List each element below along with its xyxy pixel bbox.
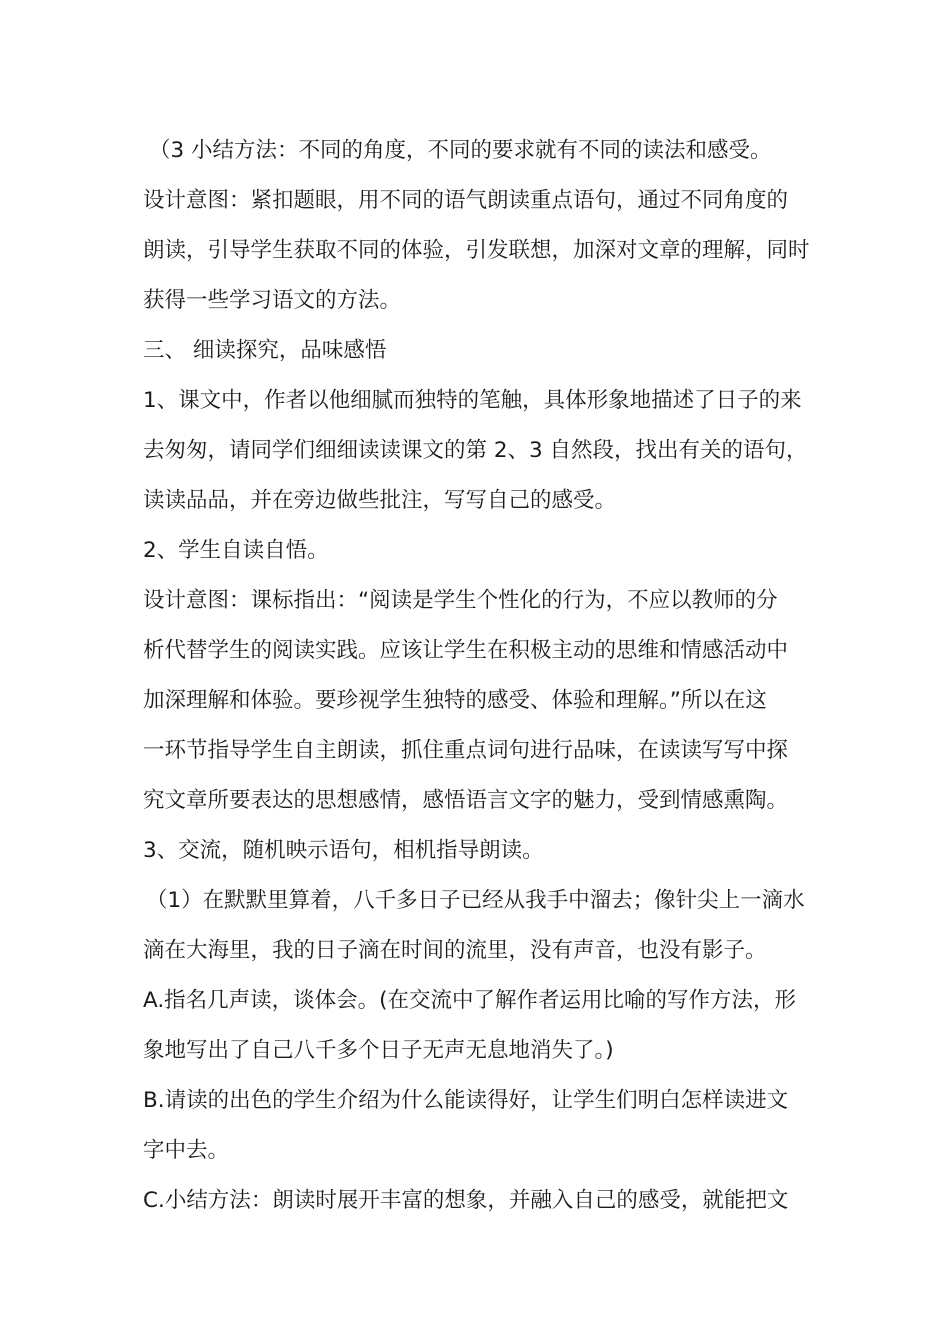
text-line: 获得一些学习语文的方法。: [143, 288, 402, 313]
text-line: 设计意图：课标指出：“阅读是学生个性化的行为，不应以教师的分: [143, 588, 778, 613]
text-line: 1、课文中，作者以他细腻而独特的笔触，具体形象地描述了日子的来: [143, 388, 802, 413]
text-line: （3 小结方法：不同的角度，不同的要求就有不同的读法和感受。: [149, 138, 772, 163]
text-line: 析代替学生的阅读实践。应该让学生在积极主动的思维和情感活动中: [143, 638, 789, 663]
text-line: 3、交流，随机映示语句，相机指导朗读。: [143, 838, 544, 863]
text-line: （1）在默默里算着，八千多日子已经从我手中溜去；像针尖上一滴水: [146, 888, 805, 913]
text-line: C.小结方法：朗读时展开丰富的想象，并融入自己的感受，就能把文: [143, 1188, 789, 1213]
text-line: 一环节指导学生自主朗读，抓住重点词句进行品味，在读读写写中探: [143, 738, 789, 763]
document-body: [143, 126, 813, 1226]
text-line: 象地写出了自己八千多个日子无声无息地消失了。): [143, 1038, 614, 1063]
text-line: 加深理解和体验。要珍视学生独特的感受、体验和理解。”所以在这: [143, 688, 767, 713]
text-line: 朗读，引导学生获取不同的体验，引发联想，加深对文章的理解，同时: [143, 238, 810, 263]
text-line: 去匆匆，请同学们细细读读课文的第 2、3 自然段，找出有关的语句，: [143, 438, 808, 463]
text-line: 字中去。: [143, 1138, 230, 1163]
text-line: 滴在大海里，我的日子滴在时间的流里，没有声音，也没有影子。: [143, 938, 767, 963]
text-line: 设计意图：紧扣题眼，用不同的语气朗读重点语句，通过不同角度的: [143, 188, 789, 213]
text-line: B.请读的出色的学生介绍为什么能读得好，让学生们明白怎样读进文: [143, 1088, 789, 1113]
text-line: 读读品品，并在旁边做些批注，写写自己的感受。: [143, 488, 617, 513]
text-line: 2、学生自读自悟。: [143, 538, 329, 563]
section-heading: 三、 细读探究，品味感悟: [143, 338, 387, 363]
text-line: A.指名几声读，谈体会。(在交流中了解作者运用比喻的写作方法，形: [143, 988, 797, 1013]
text-line: 究文章所要表达的思想感情，感悟语言文字的魅力，受到情感熏陶。: [143, 788, 789, 813]
